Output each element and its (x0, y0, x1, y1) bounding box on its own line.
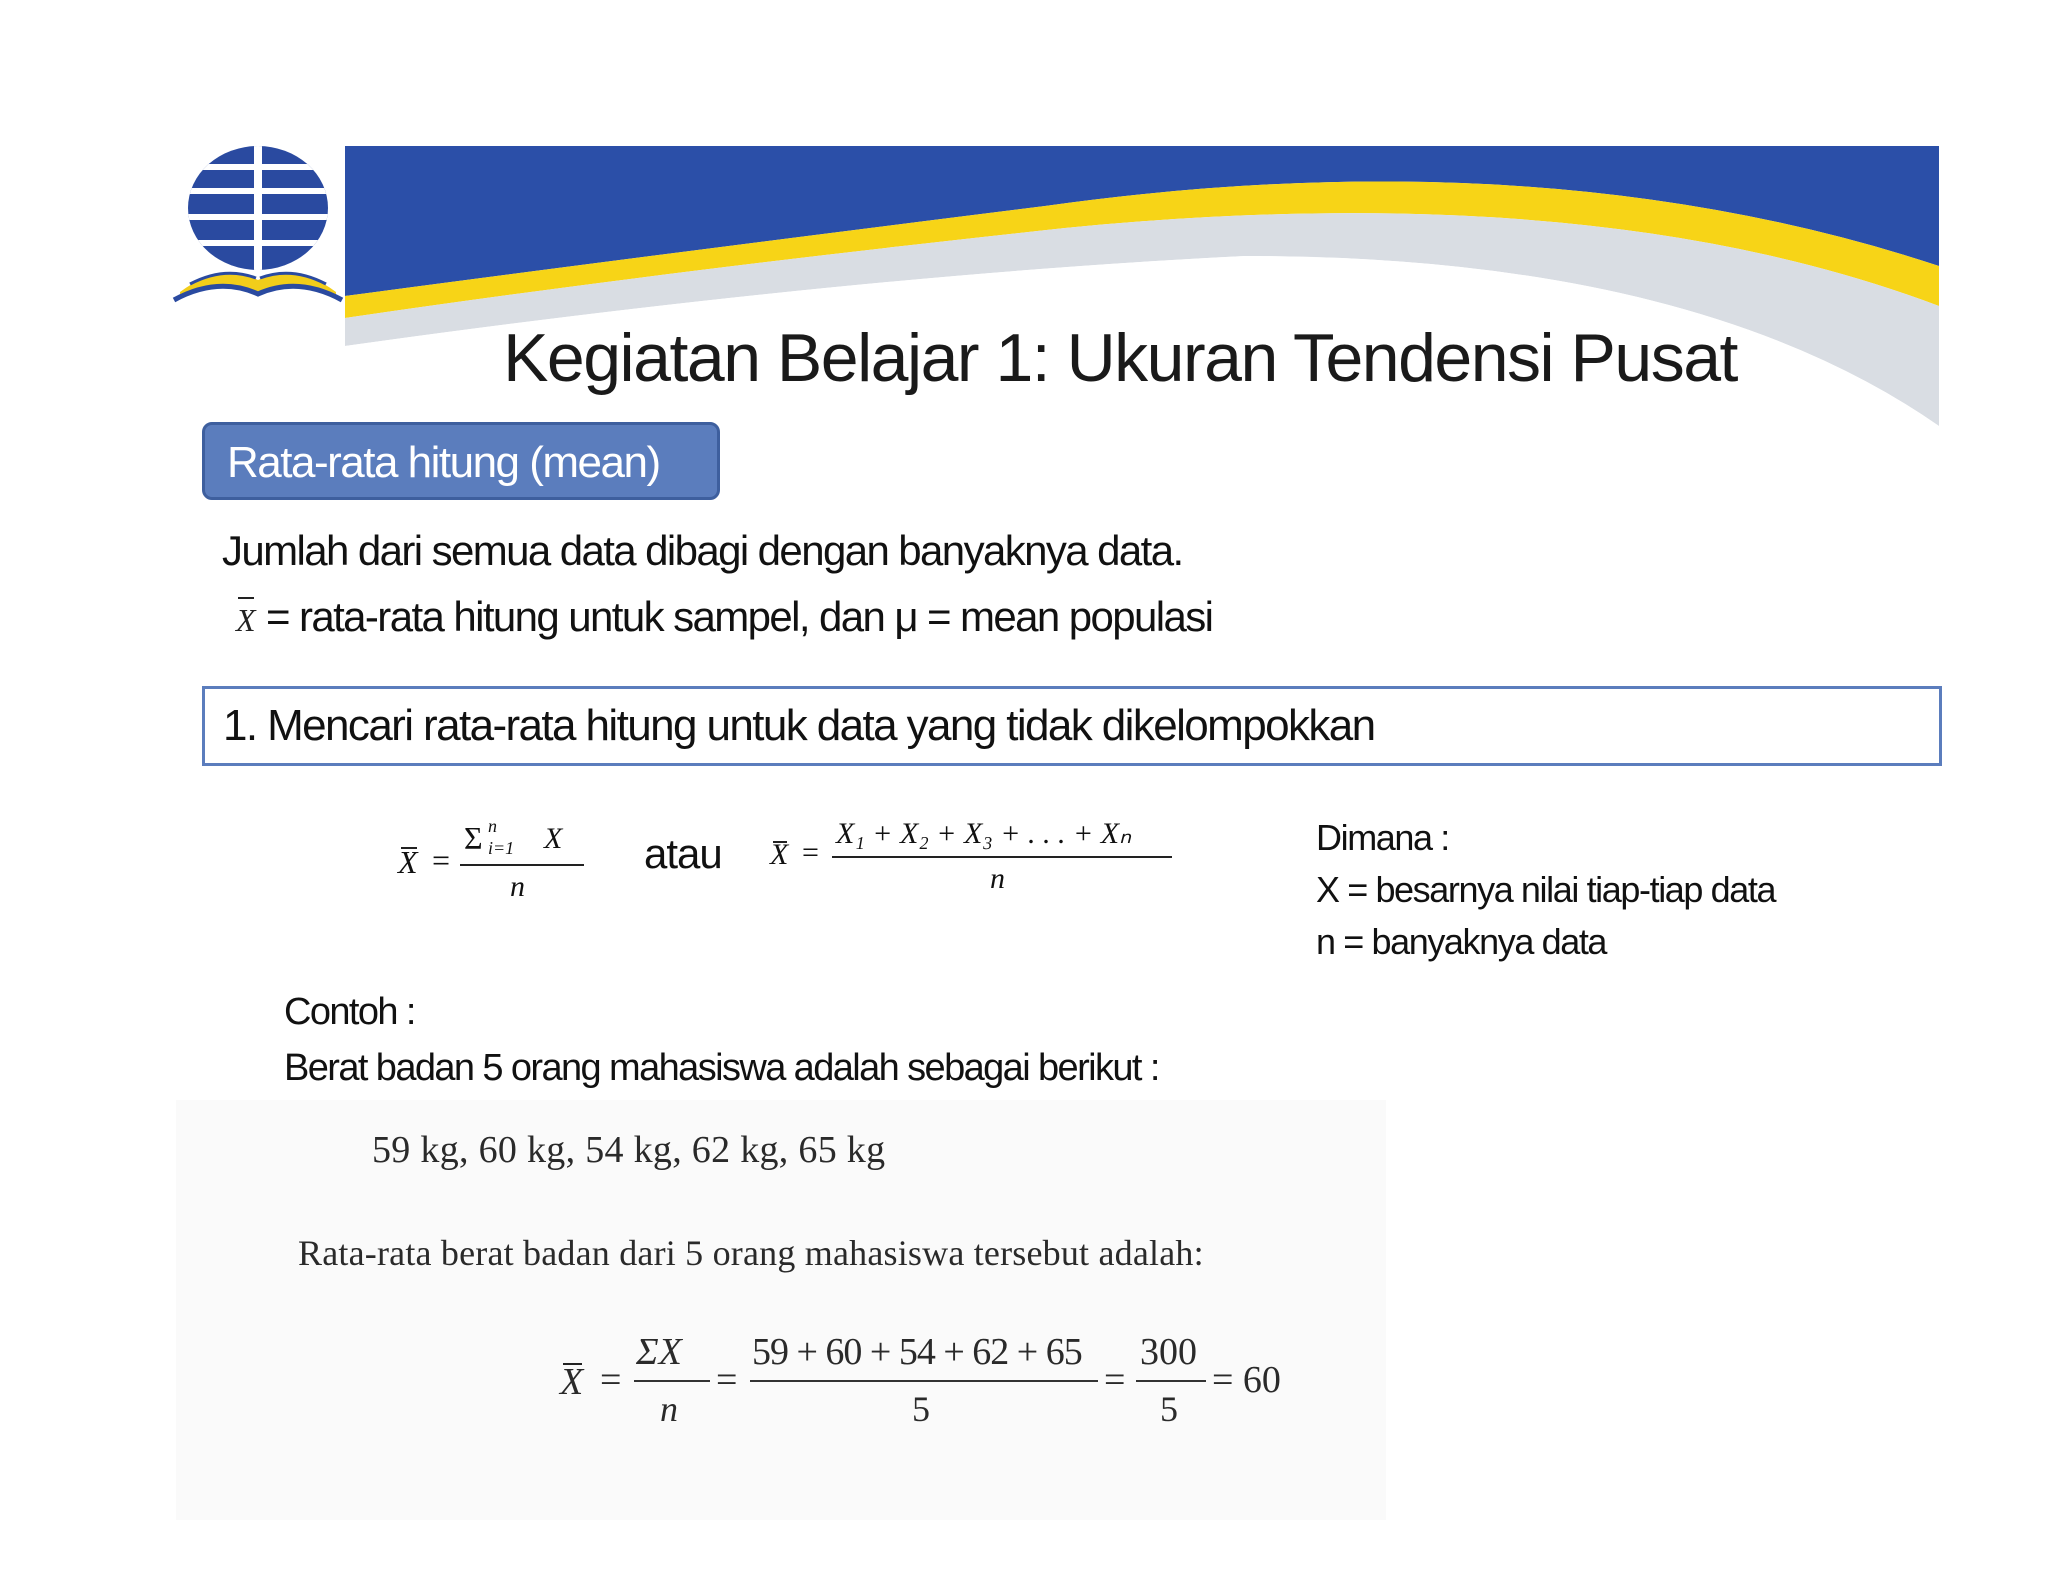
example-label: Contoh : (284, 991, 415, 1033)
calc-f1-num: ΣX (636, 1331, 682, 1373)
mean-calculation (556, 1330, 1296, 1450)
formula1-eq: = (432, 842, 451, 878)
formula2-den: n (990, 862, 1005, 895)
xbar-symbol: X (236, 595, 254, 645)
calc-f3-num: 300 (1140, 1331, 1197, 1373)
calc-eq1: = (600, 1359, 622, 1401)
calc-f2-bar (750, 1380, 1098, 1382)
dimana-item-n: n = banyaknya data (1316, 921, 1607, 962)
atau-text: atau (644, 830, 722, 877)
calc-f1-bar (634, 1380, 710, 1382)
definition-text: Jumlah dari semua data dibagi dengan banyaknya data. (222, 527, 1183, 574)
calc-eq3: = (1104, 1359, 1126, 1401)
calc-lhs: X (560, 1361, 584, 1403)
topic-badge-label: Rata-rata hitung (mean) (227, 438, 660, 487)
calc-f2-num: 59 + 60 + 54 + 62 + 65 (752, 1331, 1082, 1373)
formula2-bar (832, 856, 1172, 858)
university-logo (170, 142, 346, 312)
formula1-lhs: X (398, 844, 418, 880)
example-block (284, 984, 1159, 1096)
formula1-sup: n (488, 816, 497, 836)
section-heading-box (202, 686, 1942, 766)
formula1-sum: Σ (464, 820, 483, 856)
formula-mean-sigma (394, 816, 594, 920)
formula1-bar (460, 864, 584, 866)
calc-result: = 60 (1212, 1359, 1281, 1401)
calc-f3-den: 5 (1160, 1389, 1178, 1429)
example-text: Berat badan 5 orang mahasiswa adalah sebagai berikut : (284, 1047, 1159, 1089)
formula1-sub: i=1 (488, 838, 515, 858)
calc-f2-den: 5 (912, 1389, 930, 1429)
symbol-explanation (236, 592, 1212, 645)
slide-title: Kegiatan Belajar 1: Ukuran Tendensi Pusat (503, 320, 1737, 396)
formula2-eq: = (802, 836, 819, 869)
calc-eq2: = (716, 1359, 738, 1401)
section-heading: 1. Mencari rata-rata hitung untuk data yang tidak dikelompokkan (223, 701, 1375, 750)
definitions-block (1316, 812, 1775, 968)
result-intro: Rata-rata berat badan dari 5 orang mahasiswa tersebut adalah: (298, 1233, 1204, 1273)
topic-badge (202, 422, 720, 500)
formula2-lhs: X (770, 838, 789, 871)
formula2-num: X₁ + X₂ + X₃ + . . . + Xₙ (836, 817, 1132, 850)
calc-f1-den: n (660, 1389, 678, 1429)
calc-f3-bar (1136, 1380, 1206, 1382)
formula1-den: n (510, 870, 525, 903)
symbol-explanation-text: = rata-rata hitung untuk sampel, dan μ = mean populasi (265, 593, 1213, 640)
dimana-item-x: X = besarnya nilai tiap-tiap data (1316, 869, 1776, 910)
formula1-var: X (544, 822, 563, 855)
data-values: 59 kg, 60 kg, 54 kg, 62 kg, 65 kg (372, 1129, 886, 1171)
dimana-heading: Dimana : (1316, 817, 1449, 858)
formula-mean-expanded (768, 816, 1178, 916)
